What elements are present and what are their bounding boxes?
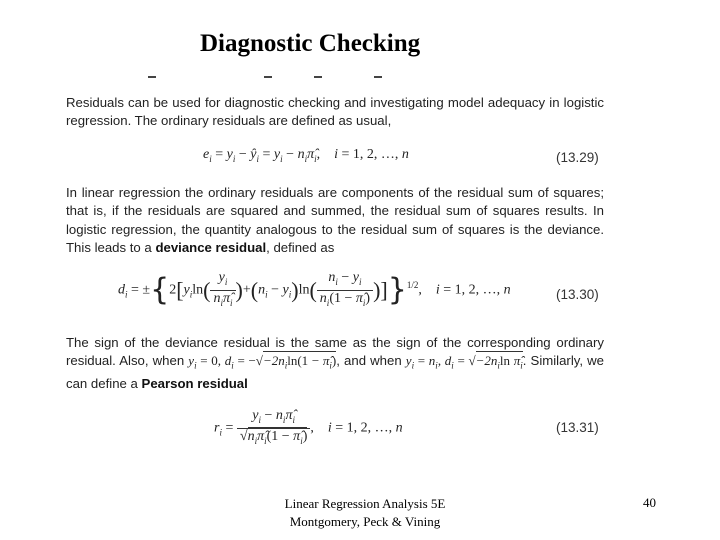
paragraph-intro: Residuals can be used for diagnostic checking and investigating model adequacy in logistic regression. The ordinary residuals are defined as usual, [66, 95, 604, 129]
equation-number-1331: (13.31) [556, 420, 599, 435]
equation-number-1330: (13.30) [556, 287, 599, 302]
footer-citation [255, 495, 475, 531]
footer-line-2: Montgomery, Peck & Vining [289, 514, 441, 529]
equation-pearson-residual: $r_i$ = $\frac{y_i - n_i\pî_i}{√n_i\pî_i(1 - \pî_i)}$ , i = 1, 2, …, n [214, 408, 403, 446]
footer-line-1: Linear Regression Analysis 5E [284, 496, 446, 511]
equation-ordinary-residual: $e_i = y_i$ − $ŷ_i = y_i$ − $n_i\pî_i$, i = 1, 2, …, n [203, 147, 409, 164]
decorative-dashes [0, 70, 720, 84]
equation-deviance-residual: $d_i = \pm\{2[y_i\ln$( $\frac{y_i}{n_i\pî_i}$ )$+(n_i - y_i)\ln$( $\frac{n_i - y_i}{n_i(1 - \pî_i)}$ )]}$^{1/2}$, i = 1, 2, …, n [118, 270, 511, 308]
equation-number-1329: (13.29) [556, 150, 599, 165]
slide-title: Diagnostic Checking [200, 30, 421, 57]
paragraph-deviance: In linear regression the ordinary residuals are components of the residual sum of squares; that is, if the residuals are squared and summed, the residual sum of squares results. In logistic regression, the quantity analogous to the residual sum of squares is the deviance. This leads to a deviance residual, defined as [66, 185, 604, 256]
page-number: 40 [643, 495, 656, 510]
paragraph-sign: The sign of the deviance residual is the same as the sign of the corresponding ordinary residual. Also, when $y_i = 0$, $d_i = -√-2n_i\ln(1$ − $\pî_i$), and when $y_i = n_i$, $d_i = √-2n_i\ln$ $\pî_i$. Similarly, we can define a Pearson residual [66, 335, 604, 392]
